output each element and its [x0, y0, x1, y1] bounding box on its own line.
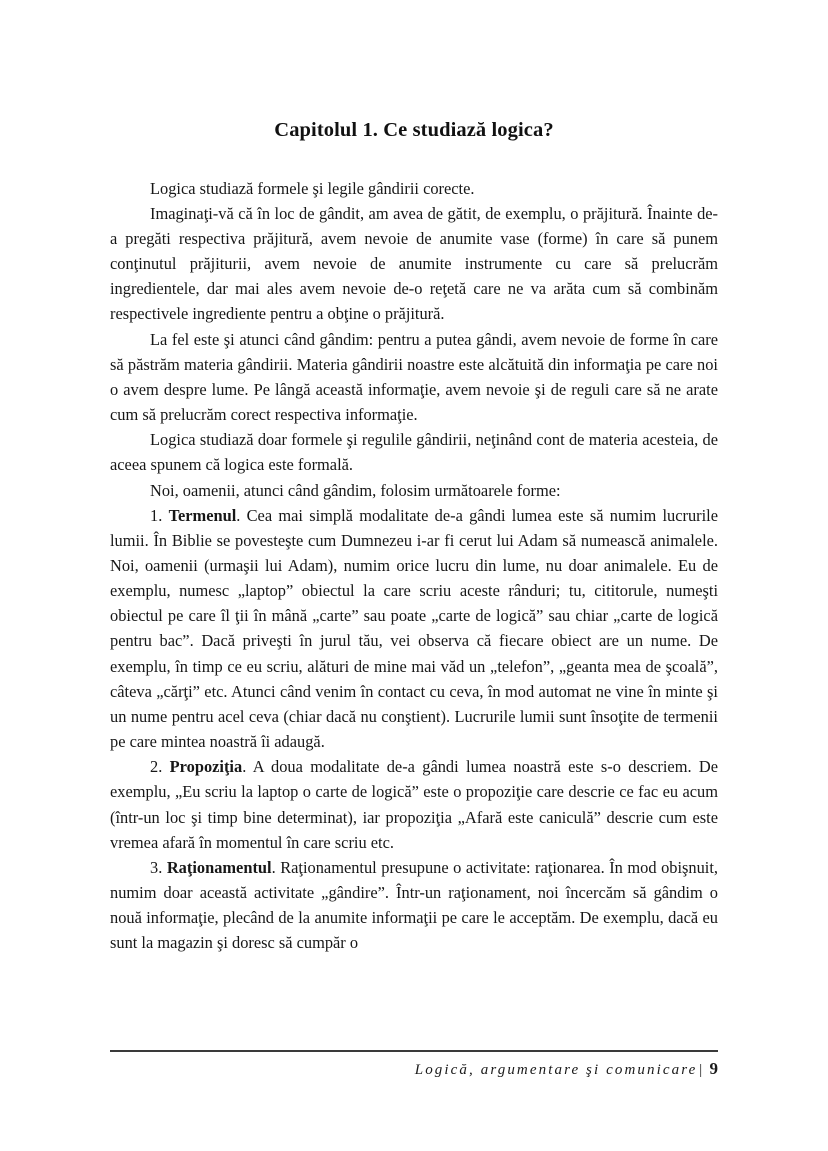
paragraph [110, 327, 718, 428]
footer-separator: | [698, 1062, 703, 1078]
footer-divider [110, 1050, 718, 1052]
paragraph [110, 176, 718, 201]
paragraph-text: Imaginaţi-vă că în loc de gândit, am avea de gătit, de exemplu, o prăjitură. Înainte de-a pregăti respectiva prăjitură, avem nevoie de anumite vase (forme) în care să punem conţinutul prăjiturii, avem nevoie de anumite instrumente cu care să prelucrăm ingredientele, dar mai ales avem nevoie de-o reţetă care ne va arăta cum să combinăm respectivele ingrediente pentru a obţine o prăjitură. [110, 203, 718, 324]
paragraph [110, 427, 718, 477]
paragraph-text: Logica studiază doar formele şi regulile gândirii, neţinând cont de materia acesteia, de aceea spunem că logica este formală. [110, 430, 718, 475]
page-footer [110, 1050, 718, 1079]
term-label: Termenul [168, 505, 237, 525]
paragraph [110, 478, 718, 503]
paragraph-text: 1. [150, 505, 169, 525]
body-text [110, 176, 718, 956]
chapter-title: Capitolul 1. Ce studiază logica? [274, 119, 554, 141]
paragraph-text: 3. [150, 857, 167, 877]
page-content [110, 118, 718, 955]
term-label: Raţionamentul [166, 857, 272, 877]
paragraph [110, 503, 718, 755]
page-number: 9 [709, 1059, 718, 1078]
paragraph-text: . Cea mai simplă modalitate de-a gândi lumea este să numim lucrurile lumii. În Biblie se povesteşte cum Dumnezeu i-ar fi cerut lui Adam să numească animalele. Noi, oamenii (urmaşii lui Adam), numim orice lucru din lume, nu doar animalele. Eu de exemplu, numesc „laptop” obiectul la care scriu aceste rânduri; tu, cititorule, numeşti obiectul pe care îl ţii în mână „carte” sau poate „carte de logică” sau chiar „carte de logică pentru bac”. Dacă priveşti în jurul tău, vei observa că fiecare obiect are un nume. De exemplu, în timp ce eu scriu, alături de mine mai văd un „telefon”, „geanta mea de şcoală”, câteva „cărţi” etc. Atunci când venim în contact cu ceva, în mod automat ne vine în minte şi un nume pentru acel ceva (chiar dacă nu conştient). Lucrurile lumii sunt însoţite de termenii pe care mintea noastră îi adaugă. [110, 505, 718, 752]
paragraph-text: Logica studiază formele şi legile gândirii corecte. [150, 178, 475, 198]
paragraph-text: Noi, oamenii, atunci când gândim, folosim următoarele forme: [150, 480, 561, 500]
term-label: Propoziţia [169, 757, 243, 777]
footer-book-title: Logică, argumentare şi comunicare [414, 1062, 698, 1078]
paragraph [110, 855, 718, 956]
paragraph [110, 754, 718, 855]
footer-content [110, 1059, 718, 1079]
paragraph-text: . A doua modalitate de-a gândi lumea noastră este s-o descriem. De exemplu, „Eu scriu la laptop o carte de logică” este o propoziţie care descrie ce fac eu acum (într-un loc şi timp bine determinat), iar propoziţia „Afară este caniculă” descrie cum este vremea afară în momentul în care scriu etc. [110, 757, 719, 852]
paragraph-text: La fel este şi atunci când gândim: pentru a putea gândi, avem nevoie de forme în care să păstrăm materia gândirii. Materia gândirii noastre este alcătuită din informaţia pe care noi o avem despre lume. Pe lângă această informaţie, avem nevoie şi de reguli care să ne arate cum să prelucrăm corect respectiva informaţie. [110, 329, 718, 425]
paragraph-text: . Raţionamentul presupune o activitate: raţionarea. În mod obişnuit, numim doar această activitate „gândire”. Într-un raţionament, noi încercăm să gândim o nouă informaţie, plecând de la anumite informaţii pe care le acceptăm. De exemplu, dacă eu sunt la magazin şi doresc să cumpăr o [110, 857, 719, 953]
paragraph-text: 2. [150, 757, 170, 777]
paragraph [110, 201, 718, 327]
